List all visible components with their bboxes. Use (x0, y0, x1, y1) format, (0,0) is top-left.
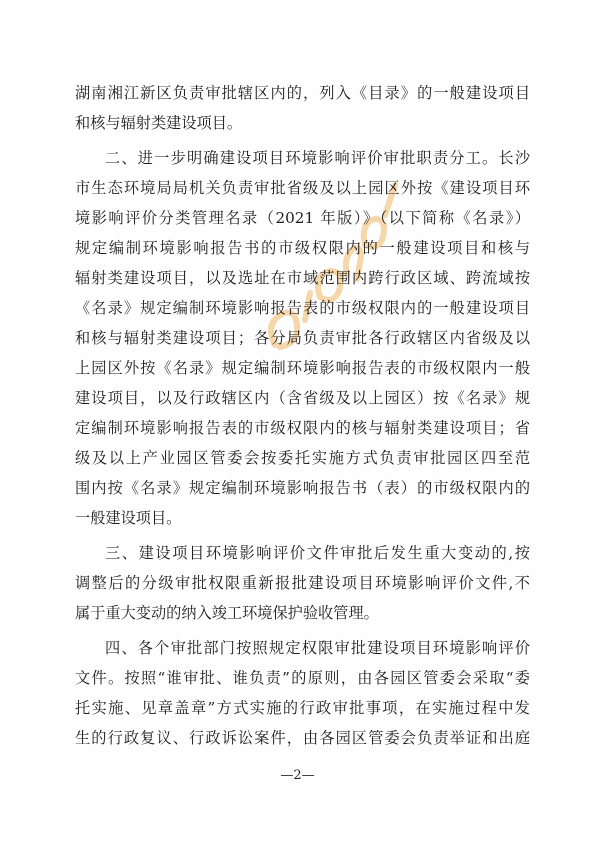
text-line: 辐射类建设项目，以及选址在市域范围内跨行政区域、跨流域按 (75, 269, 530, 287)
text-line: 规定编制环境影响报告书的市级权限内的一般建设项目和核与 (75, 239, 530, 257)
text-line: 二、进一步明确建设项目环境影响评价审批职责分工。长沙 (105, 149, 530, 167)
text-line: 调整后的分级审批权限重新报批建设项目环境影响评价文件,不 (75, 574, 530, 592)
page-number: —2— (280, 768, 315, 783)
text-line: 级及以上产业园区管委会按委托实施方式负责审批园区四至范 (75, 449, 530, 467)
text-line: 托实施、见章盖章”方式实施的行政审批事项，在实施过程中发 (75, 699, 530, 717)
text-line: 定编制环境影响报告表的市级权限内的核与辐射类建设项目；省 (75, 419, 530, 437)
text-line: 和核与辐射类建设项目；各分局负责审批各行政辖区内省级及以 (75, 329, 530, 347)
text-line: 四、各个审批部门按照规定权限审批建设项目环境影响评价 (105, 639, 530, 657)
text-line: 三、建设项目环境影响评价文件审批后发生重大变动的,按 (105, 544, 530, 562)
text-line: 生的行政复议、行政诉讼案件，由各园区管委会负责举证和出庭 (75, 729, 530, 747)
text-line: 属于重大变动的纳入竣工环境保护验收管理。 (75, 604, 379, 622)
text-line: 和核与辐射类建设项目。 (75, 114, 243, 132)
text-line: 建设项目，以及行政辖区内（含省级及以上园区）按《名录》规 (75, 389, 530, 407)
text-line: 一般建设项目。 (75, 509, 182, 527)
text-line: 市生态环境局局机关负责审批省级及以上园区外按《建设项目环 (75, 179, 530, 197)
text-line: 湖南湘江新区负责审批辖区内的，列入《目录》的一般建设项目 (75, 84, 530, 102)
text-line: 围内按《名录》规定编制环境影响报告书（表）的市级权限内的 (75, 479, 530, 497)
text-line: 境影响评价分类管理名录（2021 年版）》（以下简称《名录》） (75, 209, 530, 227)
text-line: 上园区外按《名录》规定编制环境影响报告表的市级权限内一般 (75, 359, 530, 377)
text-line: 文件。按照“谁审批、谁负责”的原则，由各园区管委会采取“委 (75, 669, 530, 687)
text-line: 《名录》规定编制环境影响报告表的市级权限内的一般建设项目 (75, 299, 530, 317)
